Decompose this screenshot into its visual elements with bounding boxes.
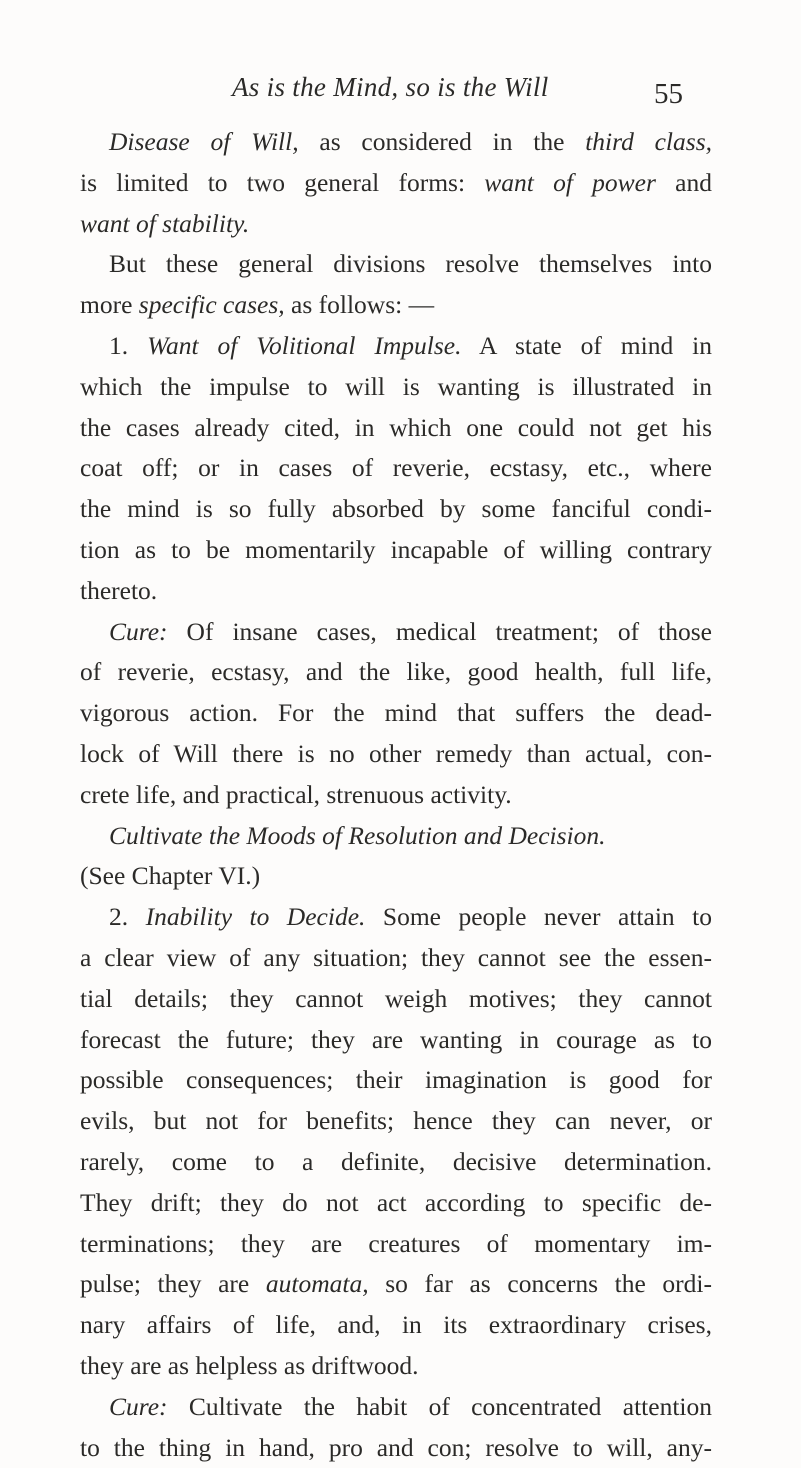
text-line: But these general divisions resolve themselves into bbox=[80, 244, 712, 285]
text-span: pulse; they are bbox=[80, 1269, 266, 1298]
text-span: more bbox=[80, 290, 139, 319]
text-line: which the impulse to will is wanting is illustrated in bbox=[80, 367, 712, 408]
text-line bbox=[80, 326, 712, 367]
text-span: Some people never attain to bbox=[365, 902, 712, 931]
text-line: tion as to be momentarily incapable of willing contrary bbox=[80, 530, 712, 571]
text-line: forecast the future; they are wanting in courage as to bbox=[80, 1020, 712, 1061]
page-number: 55 bbox=[654, 78, 683, 111]
italic-phrase: want of power bbox=[484, 168, 656, 197]
text-line: tial details; they cannot weigh motives; they cannot bbox=[80, 979, 712, 1020]
italic-phrase: Cultivate the Moods of Resolution and Decision. bbox=[109, 821, 605, 850]
text-line: nary affairs of life, and, in its extraordinary crises, bbox=[80, 1305, 712, 1346]
text-line: the cases already cited, in which one could not get his bbox=[80, 408, 712, 449]
text-line: to the thing in hand, pro and con; resolve to will, any- bbox=[80, 1428, 712, 1468]
running-head: As is the Mind, so is the Will bbox=[232, 72, 549, 103]
text-line bbox=[80, 1264, 712, 1305]
italic-phrase: Cure: bbox=[109, 1392, 168, 1421]
text-span: so far as concerns the ordi- bbox=[369, 1269, 712, 1298]
text-line: evils, but not for benefits; hence they can never, or bbox=[80, 1101, 712, 1142]
italic-phrase: Disease of Will, bbox=[109, 127, 299, 156]
text-span: and bbox=[656, 168, 712, 197]
text-line: they are as helpless as driftwood. bbox=[80, 1346, 712, 1387]
text-span: as follows: — bbox=[285, 290, 434, 319]
text-line: crete life, and practical, strenuous activity. bbox=[80, 775, 712, 816]
text-line bbox=[80, 122, 712, 163]
text-line: a clear view of any situation; they cannot see the essen- bbox=[80, 938, 712, 979]
text-line: terminations; they are creatures of momentary im- bbox=[80, 1224, 712, 1265]
text-line: They drift; they do not act according to specific de- bbox=[80, 1183, 712, 1224]
text-span: A state of mind in bbox=[461, 331, 712, 360]
text-line: of reverie, ecstasy, and the like, good health, full life, bbox=[80, 652, 712, 693]
text-line: rarely, come to a definite, decisive determination. bbox=[80, 1142, 712, 1183]
list-number: 1. bbox=[109, 331, 147, 360]
text-span: Cultivate the habit of concentrated attention bbox=[168, 1392, 712, 1421]
text-line: (See Chapter VI.) bbox=[80, 856, 712, 897]
italic-phrase: want of stability. bbox=[80, 209, 249, 238]
italic-phrase: automata, bbox=[266, 1269, 369, 1298]
text-line bbox=[80, 1387, 712, 1428]
text-line bbox=[80, 163, 712, 204]
text-line: lock of Will there is no other remedy than actual, con- bbox=[80, 734, 712, 775]
italic-phrase: Inability to Decide. bbox=[146, 902, 366, 931]
page-header bbox=[0, 72, 801, 116]
text-span: is limited to two general forms: bbox=[80, 168, 484, 197]
text-line bbox=[80, 897, 712, 938]
text-line bbox=[80, 204, 712, 245]
list-number: 2. bbox=[109, 902, 146, 931]
text-line bbox=[80, 285, 712, 326]
text-line: thereto. bbox=[80, 571, 712, 612]
text-span: Of insane cases, medical treatment; of those bbox=[168, 617, 712, 646]
italic-phrase: third class, bbox=[585, 127, 712, 156]
text-line: coat off; or in cases of reverie, ecstasy, etc., where bbox=[80, 448, 712, 489]
text-line bbox=[80, 816, 712, 857]
text-span: as considered in the bbox=[299, 127, 586, 156]
italic-phrase: specific cases, bbox=[139, 290, 285, 319]
text-line: possible consequences; their imagination is good for bbox=[80, 1060, 712, 1101]
text-line bbox=[80, 612, 712, 653]
italic-phrase: Want of Volitional Impulse. bbox=[147, 331, 461, 360]
text-line: vigorous action. For the mind that suffers the dead- bbox=[80, 693, 712, 734]
text-line: the mind is so fully absorbed by some fanciful condi- bbox=[80, 489, 712, 530]
body-text bbox=[80, 122, 712, 1468]
italic-phrase: Cure: bbox=[109, 617, 168, 646]
